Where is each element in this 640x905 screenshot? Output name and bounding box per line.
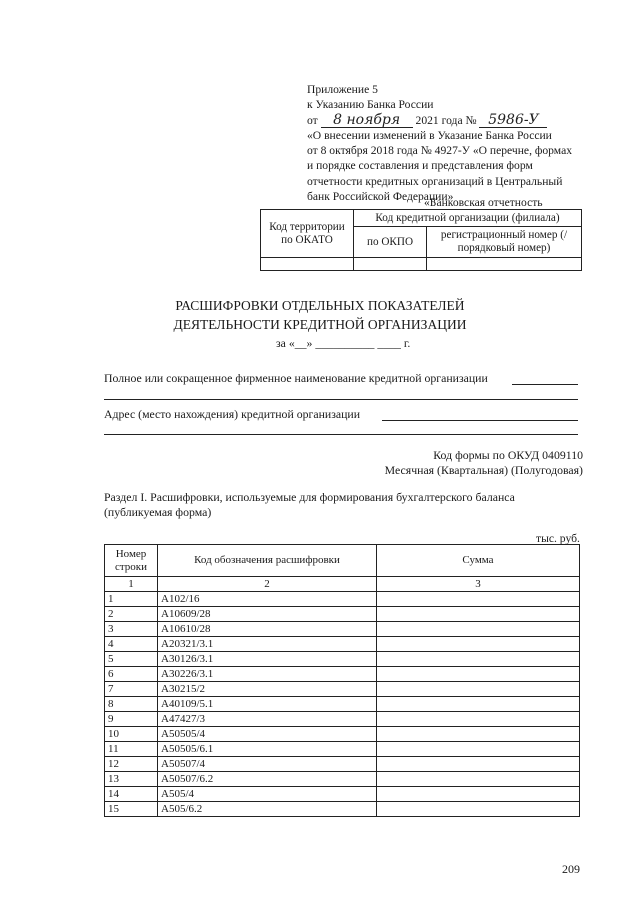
- reporting-label: «Банковская отчетность: [424, 196, 543, 209]
- row-code: А30215/2: [158, 682, 377, 697]
- table-row: [105, 622, 580, 637]
- table-row: [105, 682, 580, 697]
- row-code: А10610/28: [158, 622, 377, 637]
- row-number: 12: [105, 757, 158, 772]
- col-number-2: 2: [158, 577, 377, 592]
- row-number: 4: [105, 637, 158, 652]
- row-sum: [377, 637, 580, 652]
- row-number: 15: [105, 802, 158, 817]
- section-heading: Раздел I. Расшифровки, используемые для формирования бухгалтерского баланса (публикуемая форма): [104, 490, 515, 519]
- row-code: А10609/28: [158, 607, 377, 622]
- regnum-header: регистрационный номер (/порядковый номер): [427, 227, 582, 258]
- document-title-line1: РАСШИФРОВКИ ОТДЕЛЬНЫХ ПОКАЗАТЕЛЕЙ: [175, 298, 465, 313]
- row-number: 3: [105, 622, 158, 637]
- org-name-label: Полное или сокращенное фирменное наименование кредитной организации: [104, 371, 488, 385]
- reporting-period: за «__» __________ ____ г.: [276, 336, 411, 350]
- col-number-3: 3: [377, 577, 580, 592]
- row-code: А50505/4: [158, 727, 377, 742]
- appendix-desc-4: отчетности кредитных организаций в Центральный: [307, 174, 563, 188]
- row-number: 13: [105, 772, 158, 787]
- okpo-header: по ОКПО: [354, 227, 427, 258]
- handwritten-number: 5986-У: [479, 114, 547, 128]
- row-sum: [377, 697, 580, 712]
- date-prefix: от: [307, 113, 318, 127]
- year-text: 2021 года №: [415, 113, 477, 127]
- appendix-desc-3: и порядке составления и представления форм: [307, 159, 533, 173]
- row-sum: [377, 682, 580, 697]
- row-code: А102/16: [158, 592, 377, 607]
- appendix-desc-1: «О внесении изменений в Указание Банка России: [307, 128, 552, 142]
- row-sum: [377, 727, 580, 742]
- org-name-line-1: [512, 384, 578, 385]
- row-code: А50507/4: [158, 757, 377, 772]
- handwritten-date: 8 ноября: [321, 114, 413, 128]
- okato-header: Код территории по ОКАТО: [261, 210, 354, 258]
- row-code: А505/4: [158, 787, 377, 802]
- table-row: [105, 787, 580, 802]
- table-row: [105, 607, 580, 622]
- table-row: [105, 637, 580, 652]
- row-sum: [377, 622, 580, 637]
- okato-value-cell: [261, 258, 354, 271]
- table-row: [105, 667, 580, 682]
- row-code: А47427/3: [158, 712, 377, 727]
- appendix-title: Приложение 5: [307, 83, 378, 96]
- table-row: [105, 802, 580, 817]
- appendix-reference: к Указанию Банка России: [307, 98, 434, 112]
- row-sum: [377, 757, 580, 772]
- regnum-value-cell: [427, 258, 582, 271]
- table-row: [105, 652, 580, 667]
- row-number: 1: [105, 592, 158, 607]
- row-number: 14: [105, 787, 158, 802]
- units-label: тыс. руб.: [536, 532, 580, 545]
- table-row: [105, 757, 580, 772]
- row-code: А50507/6.2: [158, 772, 377, 787]
- table-row: [105, 712, 580, 727]
- appendix-date-line: [307, 113, 572, 128]
- address-label: Адрес (место нахождения) кредитной организации: [104, 407, 361, 421]
- row-number: 5: [105, 652, 158, 667]
- address-line-1: [382, 420, 578, 421]
- form-periodicity: Месячная (Квартальная) (Полугодовая): [384, 463, 583, 477]
- okpo-value-cell: [354, 258, 427, 271]
- row-sum: [377, 802, 580, 817]
- row-sum: [377, 772, 580, 787]
- header-row-number: Номер строки: [105, 545, 158, 577]
- row-code: А20321/3.1: [158, 637, 377, 652]
- page-number: 209: [562, 862, 580, 876]
- row-number: 8: [105, 697, 158, 712]
- col-number-1: 1: [105, 577, 158, 592]
- row-sum: [377, 787, 580, 802]
- row-code: А40109/5.1: [158, 697, 377, 712]
- row-sum: [377, 652, 580, 667]
- org-code-header: Код кредитной организации (филиала): [354, 210, 582, 227]
- row-number: 9: [105, 712, 158, 727]
- org-name-line-2: [104, 399, 578, 400]
- form-code: Код формы по ОКУД 0409110: [433, 448, 583, 462]
- document-title-line2: ДЕЯТЕЛЬНОСТИ КРЕДИТНОЙ ОРГАНИЗАЦИИ: [173, 317, 467, 332]
- row-number: 10: [105, 727, 158, 742]
- row-number: 2: [105, 607, 158, 622]
- row-sum: [377, 592, 580, 607]
- row-number: 11: [105, 742, 158, 757]
- main-table: [104, 544, 580, 817]
- row-code: А50505/6.1: [158, 742, 377, 757]
- row-sum: [377, 667, 580, 682]
- table-row: [105, 697, 580, 712]
- table-row: [105, 727, 580, 742]
- table-row: [105, 772, 580, 787]
- row-code: А30126/3.1: [158, 652, 377, 667]
- row-sum: [377, 742, 580, 757]
- row-number: 6: [105, 667, 158, 682]
- row-number: 7: [105, 682, 158, 697]
- appendix-desc-2: от 8 октября 2018 года № 4927-У «О перечне, формах: [307, 144, 573, 158]
- header-code: Код обозначения расшифровки: [158, 545, 377, 577]
- row-sum: [377, 607, 580, 622]
- appendix-desc-5: банк Российской Федерации»: [307, 190, 454, 204]
- address-line-2: [104, 434, 578, 435]
- code-table: [260, 209, 582, 271]
- table-row: [105, 592, 580, 607]
- table-row: [105, 742, 580, 757]
- header-sum: Сумма: [377, 545, 580, 577]
- row-code: А505/6.2: [158, 802, 377, 817]
- row-sum: [377, 712, 580, 727]
- row-code: А30226/3.1: [158, 667, 377, 682]
- appendix-block: [307, 82, 572, 204]
